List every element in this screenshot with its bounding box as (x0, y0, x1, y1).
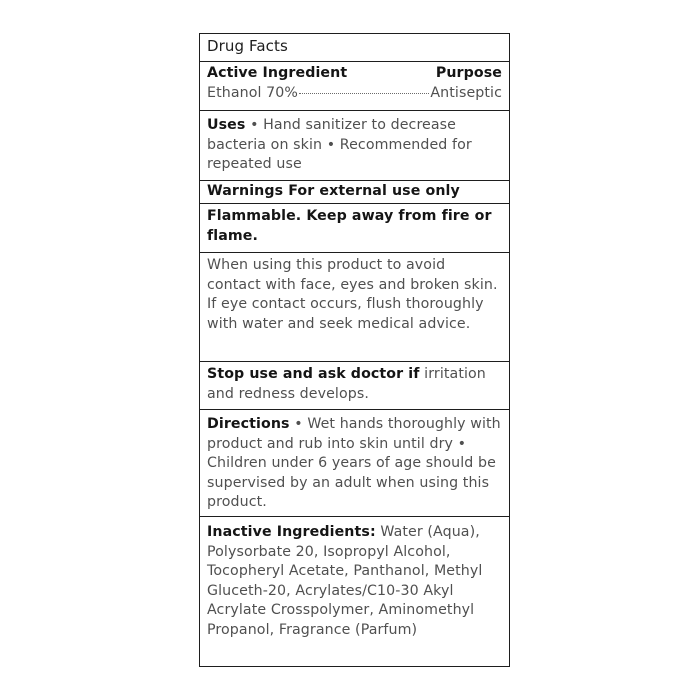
uses-section (200, 116, 509, 175)
active-ingredient-purpose: Antiseptic (430, 84, 502, 101)
active-ingredient-heading: Active Ingredient (207, 65, 348, 81)
divider (200, 110, 509, 111)
directions-text: • Wet hands thoroughly with product and rub into skin until dry • Children under 6 years of age should be supervised by an adult when using this product. (207, 416, 501, 511)
drug-facts-label (199, 33, 510, 667)
when-using-text: When using this product to avoid contact with face, eyes and broken skin. If eye contact occurs, flush thoroughly with water and seek medical advice. (207, 257, 498, 332)
active-ingredient-name: Ethanol 70% (207, 84, 298, 101)
divider (200, 361, 509, 362)
flammable-warning: Flammable. Keep away from fire or flame. (207, 208, 492, 244)
warnings-heading: Warnings For external use only (207, 183, 460, 199)
flammable-section (200, 207, 509, 246)
divider (200, 180, 509, 181)
directions-heading: Directions (207, 416, 290, 432)
purpose-heading: Purpose (435, 65, 502, 81)
when-using-section (200, 256, 509, 334)
divider (200, 516, 509, 517)
stop-use-section (200, 365, 509, 404)
inactive-ingredients-text: Water (Aqua), Polysorbate 20, Isopropyl Alcohol, Tocopheryl Acetate, Panthanol, Methyl Gluceth-20, Acrylates/C10-30 Akyl Acrylate Crosspolymer, Aminomethyl Propanol, Fragrance (Parfum) (207, 524, 483, 638)
divider (200, 409, 509, 410)
uses-heading: Uses (207, 117, 246, 133)
warnings-section (200, 182, 509, 202)
drug-facts-header (200, 36, 509, 56)
inactive-ingredients-section (200, 523, 509, 641)
divider (200, 203, 509, 204)
inactive-ingredients-heading: Inactive Ingredients: (207, 524, 376, 540)
divider (200, 252, 509, 253)
directions-section (200, 415, 509, 513)
active-ingredient-section (200, 64, 509, 103)
stop-use-text: irritation and redness develops. (207, 366, 486, 402)
stop-use-heading: Stop use and ask doctor if (207, 366, 420, 382)
dotted-leader (299, 93, 429, 94)
divider (200, 61, 509, 62)
uses-text: • Hand sanitizer to decrease bacteria on skin • Recommended for repeated use (207, 117, 472, 173)
drug-facts-title: Drug Facts (207, 37, 288, 55)
